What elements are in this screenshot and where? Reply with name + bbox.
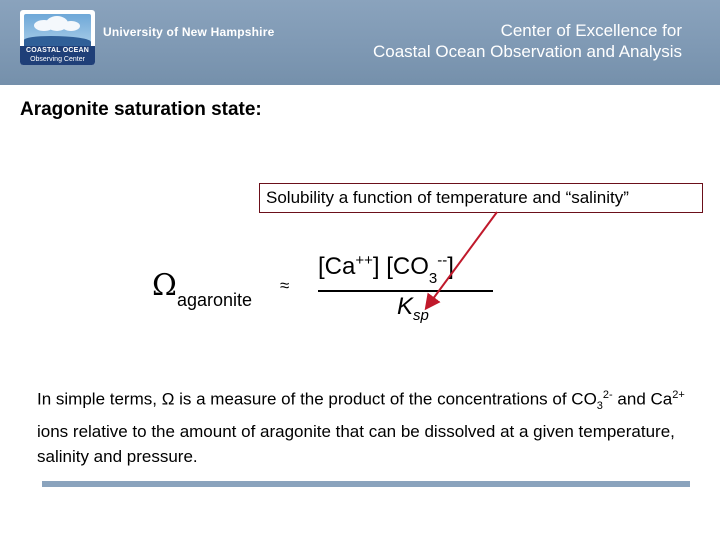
ksp-subscript: sp [413,306,429,324]
para-part2: and Ca [612,389,673,409]
ca-close: ] [372,253,380,280]
solubility-callout: Solubility a function of temperature and “salinity” [259,183,703,213]
co3-subscript: 3 [428,269,438,287]
bottom-divider [42,481,690,487]
ca-charge: ++ [355,252,373,269]
center-name-line2: Coastal Ocean Observation and Analysis [372,42,682,61]
explanation-paragraph [37,383,687,469]
logo-text-line2: Observing Center [30,56,85,63]
approx-symbol: ≈ [280,276,290,295]
slide-title: Aragonite saturation state: [20,99,262,120]
omega-subscript: agaronite [177,290,253,310]
co3-bracket: [CO [386,253,429,280]
center-name-line1: Center of Excellence for [500,21,682,40]
ca-bracket: [Ca [318,253,356,280]
para-ca-charge: 2+ [672,389,685,401]
ksp-k: K [397,293,414,320]
co3-close: ] [447,253,454,280]
para-part3: ions relative to the amount of aragonite that can be dissolved at a given temperature, salinity and pressure. [37,422,675,467]
para-co3-sub: 3 [596,400,603,413]
university-name: University of New Hampshire [103,25,275,39]
para-co3-charge: 2- [602,389,613,401]
co3-charge: -- [437,252,448,269]
logo-text-line1: COASTAL OCEAN [25,47,89,54]
para-part1: In simple terms, Ω is a measure of the product of the concentrations of CO [37,389,597,409]
omega-symbol: Ω [152,268,177,303]
